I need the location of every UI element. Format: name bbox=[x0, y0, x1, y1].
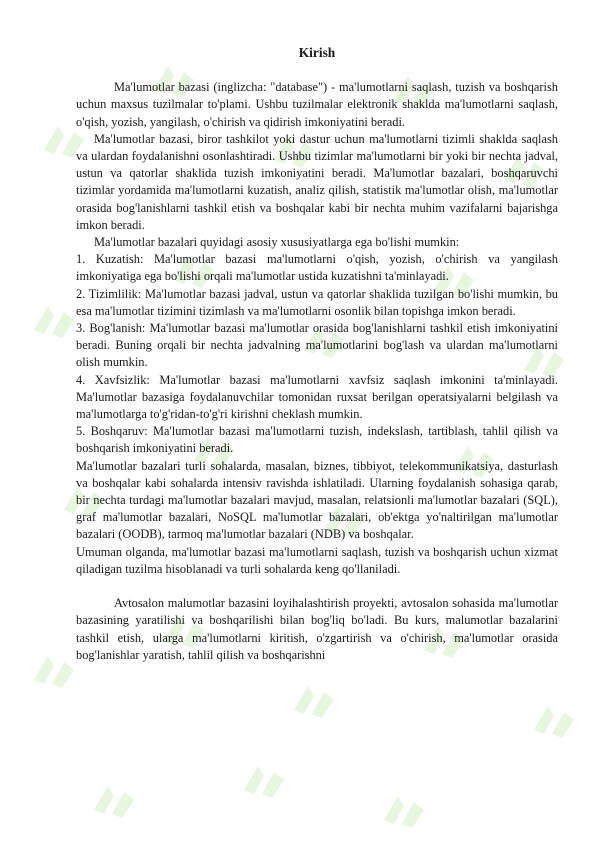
list-item-xavfsizlik: 4. Xavfsizlik: Ma'lumotlar bazasi ma'lumotlarni xavfsiz saqlash imkonini ta'minlayadi. Ma'lumotlar bazasiga foydalanuvchilar tomonidan ruxsat berilgan operatsiyalarni belgilash va ma'lumotlarga to'g'ridan-to'g'ri kirishni cheklash mumkin. bbox=[76, 372, 558, 422]
document-page bbox=[76, 44, 558, 664]
paragraph-purpose: Ma'lumotlar bazasi, biror tashkilot yoki dastur uchun ma'lumotlarni tizimli shaklda saqlash va ulardan foydalanishni osonlashtiradi. Ushbu tizimlar ma'lumotlarni bir yoki bir nechta jadval, ustun va qatorlar shaklida tuzish imkoniyatini beradi. Ma'lumotlar bazalari, boshqaruvchi tizimlar yordamida ma'lumotlarni kuzatish, analiz qilish, statistik ma'lumotlar olish, ma'lumotlar orasida bog'lanishlarni tashkil etish va boshqalar kabi bir nechta muhim vazifalarni bajarishga imkon beradi. bbox=[76, 131, 558, 232]
list-item-kuzatish: 1. Kuzatish: Ma'lumotlar bazasi ma'lumotlarni o'qish, yozish, o'chirish va yangilash imkoniyatiga ega bo'lishi orqali ma'lumotlar ustida kuzatishni ta'minlayadi. bbox=[76, 252, 558, 284]
watermark-mark-icon bbox=[90, 780, 138, 820]
paragraph-usage: Ma'lumotlar bazalari turli sohalarda, masalan, biznes, tibbiyot, telekommunikatsiya, dasturlash va boshqalar kabi sohalarda intensiv ravishda ishlatiladi. Ularning foydalanish sohasiga qarab, bir nechta turdagi ma'lumotlar bazalari mavjud, masalan, relatsionli ma'lumotlar bazalari (SQL), graf ma'lumotlar bazalari, NoSQL ma'lumotlar bazalari, ob'ektga yo'naltirilgan ma'lumotlar bazalari (OODB), tarmoq ma'lumotlar bazalari (NDB) va boshqalar. bbox=[76, 458, 558, 542]
watermark-mark-icon bbox=[290, 680, 338, 720]
paragraph-summary: Umuman olganda, ma'lumotlar bazasi ma'lumotlarni saqlash, tuzish va boshqarish uchun xizmat qiladigan tuzilma hisoblanadi va turli sohalarda keng qo'llaniladi. bbox=[76, 544, 558, 576]
watermark-mark-icon bbox=[380, 790, 428, 830]
paragraph-gap bbox=[76, 578, 558, 595]
paragraph-definition: Ma'lumotlar bazasi (inglizcha: "database") - ma'lumotlarni saqlash, tuzish va boshqarish uchun maxsus tuzilmalar to'plami. Ushbu tuzilmalar elektronik shaklda ma'lumotlarni saqlash, o'qish, yozish, yangilash, o'chirish va qidirish imkoniyatini beradi. bbox=[76, 80, 558, 129]
watermark-mark-icon bbox=[30, 650, 78, 690]
paragraph-features-intro: Ma'lumotlar bazalari quyidagi asosiy xususiyatlarga ega bo'lishi mumkin: bbox=[94, 235, 460, 250]
watermark-mark-icon bbox=[30, 300, 78, 340]
watermark-mark-icon bbox=[240, 760, 288, 800]
page-title: Kirish bbox=[298, 45, 336, 60]
list-item-boglanish: 3. Bog'lanish: Ma'lumotlar bazasi ma'lumotlar orasida bog'lanishlarni tashkil etish imkoniyatini beradi. Buning orqali bir nechta jadvalning ma'lumotlarini bog'lash va ulardan ma'lumotlarni olish mumkin. bbox=[76, 321, 558, 370]
paragraph-project: Avtosalon malumotlar bazasini loyihalashtirish proyekti, avtosalon sohasida ma'lumotlar bazasining yaratilishi va boshqarilishi bilan bog'liq bo'ladi. Bu kurs, malumotlar bazalarini tashkil etish, ularga ma'lumotlarni kiritish, o'zgartirish va o'chirish, ma'lumotlar orasida bog'lanishlar yaratish, tahlil qilish va boshqarishni bbox=[76, 596, 558, 662]
list-item-tizimlilik: 2. Tizimlilik: Ma'lumotlar bazasi jadval, ustun va qatorlar shaklida tuzilgan bo'lishi mumkin, bu esa ma'lumotlar tizimini tizimlash va ma'lumotlarni osonlik bilan topishga imkon beradi. bbox=[76, 286, 558, 318]
watermark-mark-icon bbox=[530, 700, 578, 740]
list-item-boshqaruv: 5. Boshqaruv: Ma'lumotlar bazasi ma'lumotlarni tuzish, indekslash, tartiblash, tahlil qilish va boshqarish imkoniyatini beradi. bbox=[76, 424, 558, 456]
